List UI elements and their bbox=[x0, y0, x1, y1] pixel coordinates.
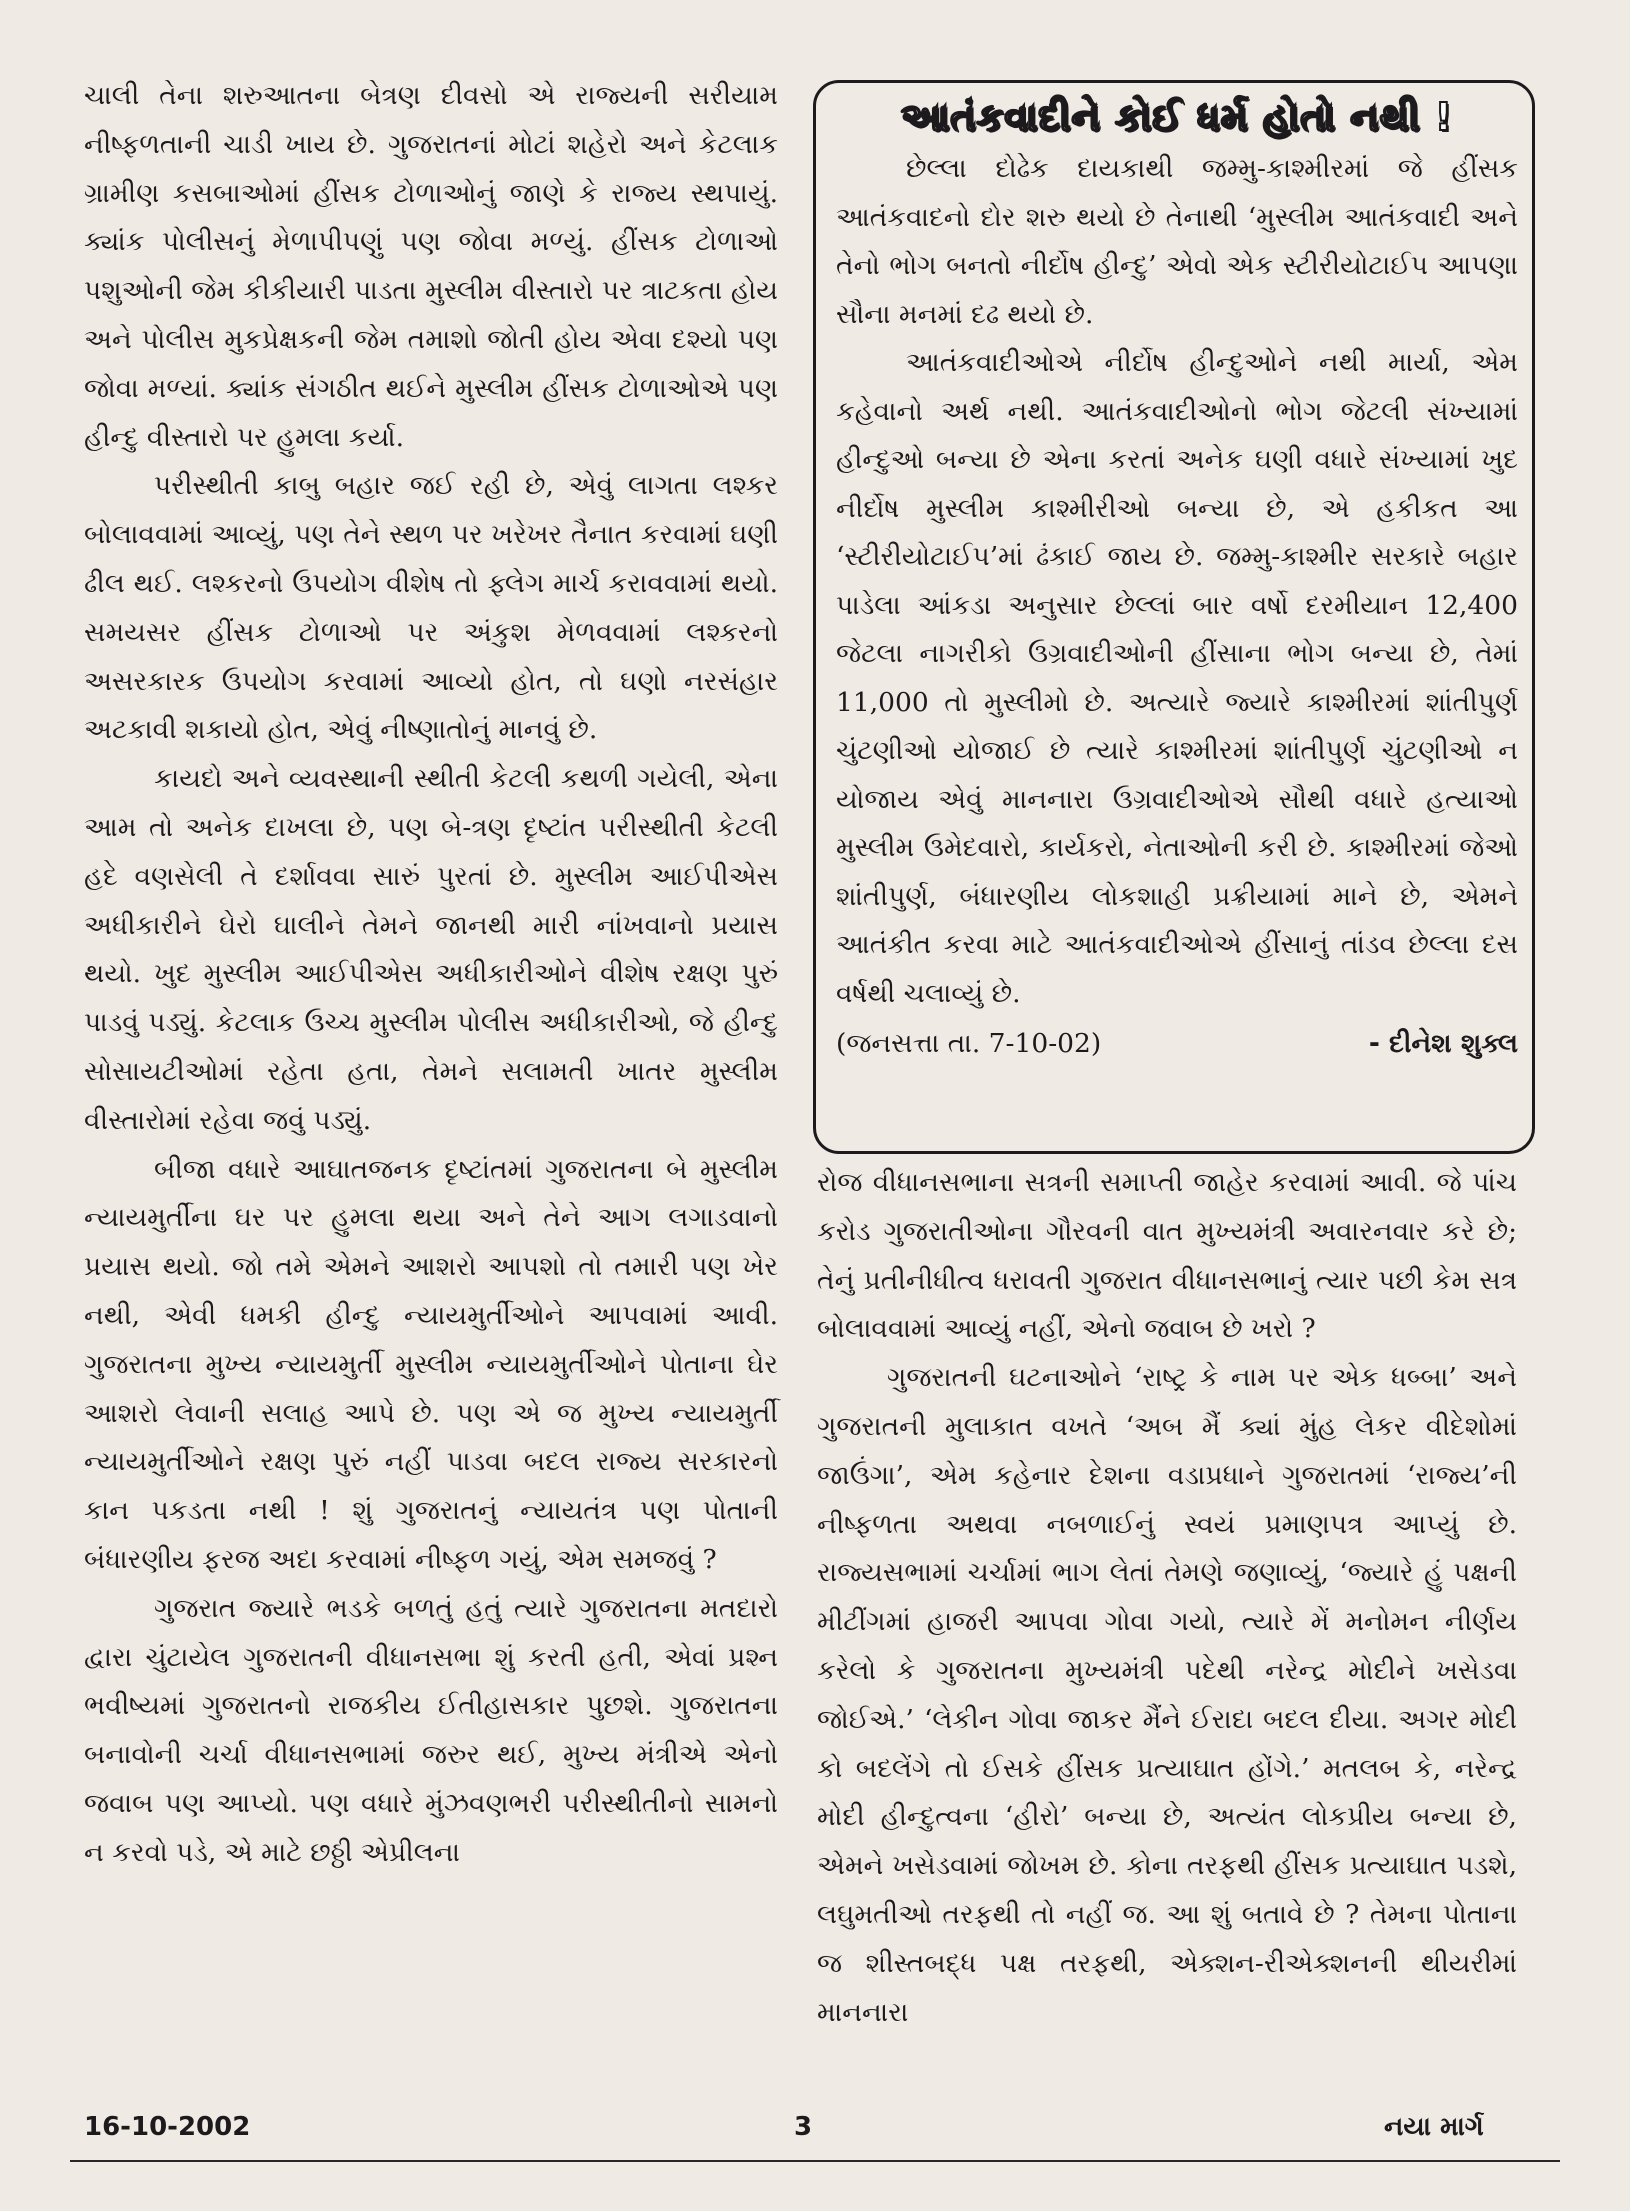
boxed-article bbox=[813, 80, 1535, 1154]
paragraph: કાયદો અને વ્યવસ્થાની સ્થીતી કેટલી કથળી ગયેલી, એના આમ તો અનેક દાખલા છે, પણ બે-ત્રણ દૃષ્ટાંત પરીસ્થીતી કેટલી હદે વણસેલી તે દર્શાવવા સારું પુરતાં છે. મુસ્લીમ આઈપીએસ અધીકારીને ઘેરો ઘાલીને તેમને જાનથી મારી નાંખવાનો પ્રયાસ થયો. ખુદ મુસ્લીમ આઈપીએસ અધીકારીઓને વીશેષ રક્ષણ પુરું પાડવું પડ્યું. કેટલાક ઉચ્ચ મુસ્લીમ પોલીસ અધીકારીઓ, જે હીન્દુ સોસાયટીઓમાં રહેતા હતા, તેમને સલામતી ખાતર મુસ્લીમ વીસ્તારોમાં રહેવા જવું પડ્યું. bbox=[84, 763, 778, 1136]
paragraph: પરીસ્થીતી કાબુ બહાર જઈ રહી છે, એવું લાગતા લશ્કર બોલાવવામાં આવ્યું, પણ તેને સ્થળ પર ખરેખર તૈનાત કરવામાં ઘણી ઢીલ થઈ. લશ્કરનો ઉપયોગ વીશેષ તો ફ્લેગ માર્ચ કરાવવામાં થયો. સમયસર હીંસક ટોળાઓ પર અંકુશ મેળવવામાં લશ્કરનો અસરકારક ઉપયોગ કરવામાં આવ્યો હોત, તો ઘણો નરસંહાર અટકાવી શકાયો હોત, એવું નીષ્ણાતોનું માનવું છે. bbox=[84, 470, 778, 746]
boxed-article-paragraph: આતંકવાદીઓએ નીર્દોષ હીન્દુઓને નથી માર્યા, એમ કહેવાનો અર્થ નથી. આતંકવાદીઓનો ભોગ જેટલી સંખ્યામાં હીન્દુઓ બન્યા છે એના કરતાં અનેક ઘણી વધારે સંખ્યામાં ખુદ નીર્દોષ મુસ્લીમ કાશ્મીરીઓ બન્યા છે, એ હકીકત આ ‘સ્ટીરીયોટાઈપ’માં ઢંકાઈ જાય છે. જમ્મુ-કાશ્મીર સરકારે બહાર પાડેલા આંકડા અનુસાર છેલ્લાં બાર વર્ષો દરમીયાન 12,400 જેટલા નાગરીકો ઉગ્રવાદીઓની હીંસાના ભોગ બન્યા છે, તેમાં 11,000 તો મુસ્લીમો છે. અત્યારે જ્યારે કાશ્મીરમાં શાંતીપુર્ણ ચુંટણીઓ યોજાઈ છે ત્યારે કાશ્મીરમાં શાંતીપુર્ણ ચુંટણીઓ ન યોજાય એવું માનનારા ઉગ્રવાદીઓએ સૌથી વધારે હત્યાઓ મુસ્લીમ ઉમેદવારો, કાર્યકરો, નેતાઓની કરી છે. કાશ્મીરમાં જેઓ શાંતીપુર્ણ, બંધારણીય લોકશાહી પ્રક્રીયામાં માને છે, એમને આતંકીત કરવા માટે આતંકવાદીઓએ હીંસાનું તાંડવ છેલ્લા દસ વર્ષથી ચલાવ્યું છે. bbox=[836, 347, 1518, 1009]
boxed-article-source: (જનસત્તા તા. 7-10-02) bbox=[836, 1028, 1102, 1059]
paragraph: ગુજરાત જ્યારે ભડકે બળતું હતું ત્યારે ગુજરાતના મતદારો દ્વારા ચુંટાયેલ ગુજરાતની વીધાનસભા શું કરતી હતી, એવાં પ્રશ્ન ભવીષ્યમાં ગુજરાતનો રાજકીય ઈતીહાસકાર પુછશે. ગુજરાતના બનાવોની ચર્ચા વીધાનસભામાં જરુર થઈ, મુખ્ય મંત્રીએ એનો જવાબ પણ આપ્યો. પણ વધારે મુંઝવણભરી પરીસ્થીતીનો સામનો ન કરવો પડે, એ માટે છઠ્ઠી એપ્રીલના bbox=[84, 1592, 778, 1868]
footer-date: 16-10-2002 bbox=[84, 2112, 251, 2142]
boxed-article-credit bbox=[836, 1020, 1518, 1069]
boxed-article-title: આતંકવાદીને કોઈ ધર્મ હોતો નથી ! bbox=[900, 95, 1454, 139]
publication-name: નયા માર્ગ bbox=[1384, 2112, 1484, 2142]
left-column bbox=[84, 72, 778, 1877]
paragraph: ગુજરાતની ઘટનાઓને ‘રાષ્ટ્ર કે નામ પર એક ધબ્બા’ અને ગુજરાતની મુલાકાત વખતે ‘અબ મૈં ક્યાં મુંહ લેકર વીદેશોમાં જાઉંગા’, એમ કહેનાર દેશના વડાપ્રધાને ગુજરાતમાં ‘રાજ્ય’ની નીષ્ફળતા અથવા નબળાઈનું સ્વયં પ્રમાણપત્ર આપ્યું છે. રાજ્યસભામાં ચર્ચામાં ભાગ લેતાં તેમણે જણાવ્યું, ‘જ્યારે હું પક્ષની મીટીંગમાં હાજરી આપવા ગોવા ગયો, ત્યારે મેં મનોમન નીર્ણય કરેલો કે ગુજરાતના મુખ્યમંત્રી પદેથી નરેન્દ્ર મોદીને ખસેડવા જોઈએ.’ ‘લેકીન ગોવા જાકર મૈંને ઈરાદા બદલ દીયા. અગર મોદી કો બદલેંગે તો ઈસકે હીંસક પ્રત્યાઘાત હોંગે.’ મતલબ કે, નરેન્દ્ર મોદી હીન્દુત્વના ‘હીરો’ બન્યા છે, અત્યંત લોકપ્રીય બન્યા છે, એમને ખસેડવામાં જોખમ છે. કોના તરફથી હીંસક પ્રત્યાઘાત પડશે, લઘુમતીઓ તરફથી તો નહીં જ. આ શું બતાવે છે ? તેમના પોતાના જ શીસ્તબદ્ધ પક્ષ તરફથી, એક્શન-રીએક્શનની થીયરીમાં માનનારા bbox=[817, 1362, 1517, 2028]
footer-divider bbox=[70, 2160, 1560, 2162]
paragraph: બીજા વધારે આઘાતજનક દૃષ્ટાંતમાં ગુજરાતના બે મુસ્લીમ ન્યાયમુર્તીના ઘર પર હુમલા થયા અને તેને આગ લગાડવાનો પ્રયાસ થયો. જો તમે એમને આશરો આપશો તો તમારી પણ ખેર નથી, એવી ધમકી હીન્દુ ન્યાયમુર્તીઓને આપવામાં આવી. ગુજરાતના મુખ્ય ન્યાયમુર્તી મુસ્લીમ ન્યાયમુર્તીઓને પોતાના ઘેર આશરો લેવાની સલાહ આપે છે. પણ એ જ મુખ્ય ન્યાયમુર્તી ન્યાયમુર્તીઓને રક્ષણ પુરું નહીં પાડવા બદલ રાજ્ય સરકારનો કાન પકડતા નથી ! શું ગુજરાતનું ન્યાયતંત્ર પણ પોતાની બંધારણીય ફરજ અદા કરવામાં નીષ્ફળ ગયું, એમ સમજવું ? bbox=[84, 1153, 778, 1575]
boxed-article-paragraph: છેલ્લા દોઢેક દાયકાથી જમ્મુ-કાશ્મીરમાં જે હીંસક આતંકવાદનો દોર શરુ થયો છે તેનાથી ‘મુસ્લીમ આતંકવાદી અને તેનો ભોગ બનતો નીર્દોષ હીન્દુ’ એવો એક સ્ટીરીયોટાઈપ આપણા સૌના મનમાં દઢ થયો છે. bbox=[836, 153, 1518, 330]
right-column bbox=[817, 1159, 1517, 2037]
boxed-article-author: - દીનેશ શુક્લ bbox=[1368, 1028, 1518, 1059]
paragraph: ચાલી તેના શરુઆતના બેત્રણ દીવસો એ રાજ્યની સરીયામ નીષ્ફળતાની ચાડી ખાય છે. ગુજરાતનાં મોટાં શહેરો અને કેટલાક ગ્રામીણ કસબાઓમાં હીંસક ટોળાઓનું જાણે કે રાજ્ય સ્થપાયું. ક્યાંક પોલીસનું મેળાપીપણું પણ જોવા મળ્યું. હીંસક ટોળાઓ પશુઓની જેમ કીકીયારી પાડતા મુસ્લીમ વીસ્તારો પર ત્રાટકતા હોય અને પોલીસ મુકપ્રેક્ષકની જેમ તમાશો જોતી હોય એવા દશ્યો પણ જોવા મળ્યાં. ક્યાંક સંગઠીત થઈને મુસ્લીમ હીંસક ટોળાઓએ પણ હીન્દુ વીસ્તારો પર હુમલા કર્યા. bbox=[84, 80, 778, 453]
paragraph: રોજ વીધાનસભાના સત્રની સમાપ્તી જાહેર કરવામાં આવી. જે પાંચ કરોડ ગુજરાતીઓના ગૌરવની વાત મુખ્યમંત્રી અવારનવાર કરે છે; તેનું પ્રતીનીધીત્વ ધરાવતી ગુજરાત વીધાનસભાનું ત્યાર પછી કેમ સત્ર બોલાવવામાં આવ્યું નહીં, એનો જવાબ છે ખરો ? bbox=[817, 1167, 1517, 1345]
page-number: 3 bbox=[794, 2112, 813, 2142]
